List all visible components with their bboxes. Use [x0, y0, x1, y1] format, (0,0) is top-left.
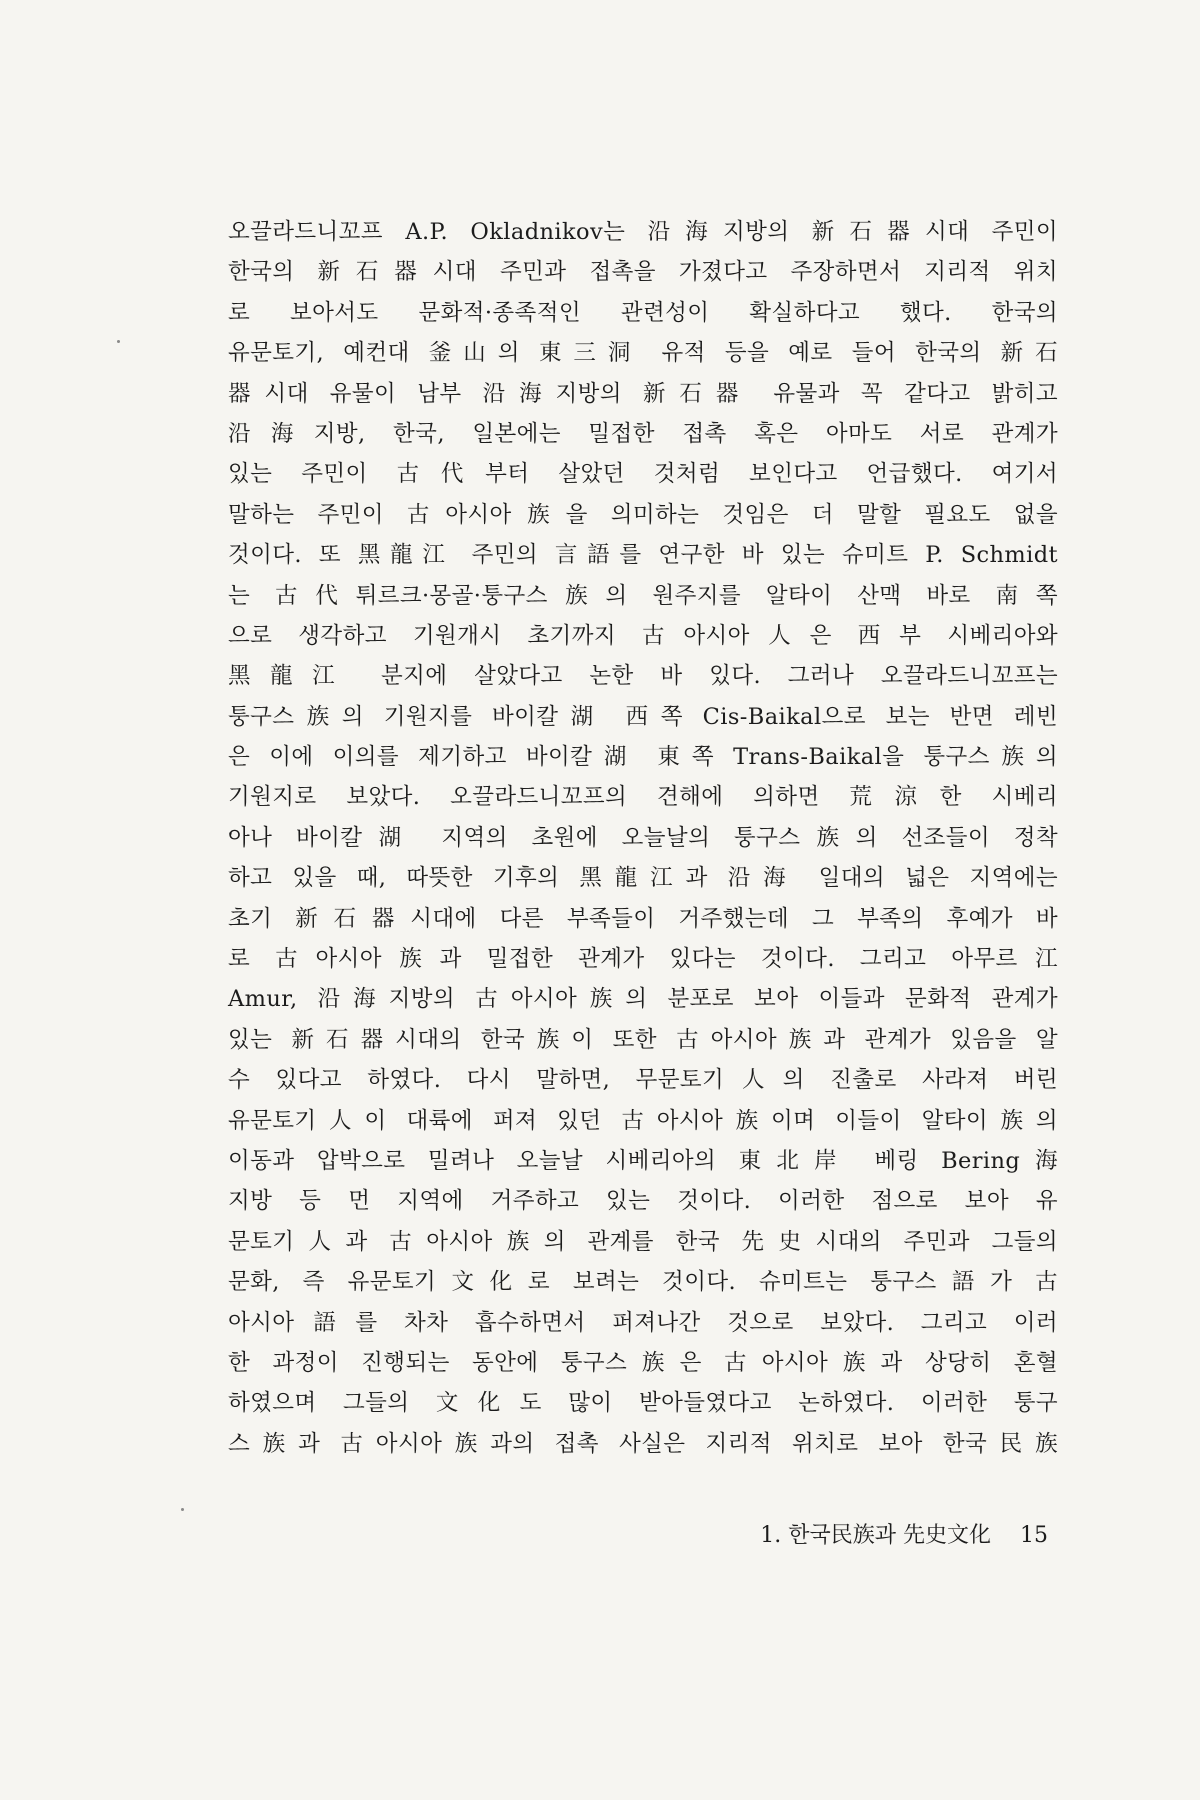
text-line: 문토기人과 古아시아族의 관계를 한국 先史시대의 주민과 그들의	[228, 1228, 1058, 1255]
text-line: 으로 생각하고 기원개시 초기까지 古아시아人은 西부 시베리아와	[228, 622, 1058, 649]
page-speck	[181, 1508, 184, 1511]
text-line: 한 과정이 진행되는 동안에 퉁구스族은 古아시아族과 상당히 혼혈	[228, 1349, 1058, 1376]
text-line: 아나 바이칼湖 지역의 초원에 오늘날의 퉁구스族의 선조들이 정착	[228, 824, 1058, 851]
text-line: 이동과 압박으로 밀려나 오늘날 시베리아의 東北岸 베링 Bering海	[228, 1147, 1058, 1174]
body-text	[228, 212, 1058, 1464]
text-line: 는 古代튀르크·몽골·퉁구스族의 원주지를 알타이 산맥 바로 南쪽	[228, 582, 1058, 609]
text-line: 지방 등 먼 지역에 거주하고 있는 것이다. 이러한 점으로 보아 유	[228, 1188, 1058, 1215]
text-line: 오끌라드니꼬프 A.P. Okladnikov는 沿海지방의 新石器시대 주민이	[228, 219, 1058, 245]
text-line: 器시대 유물이 남부 沿海지방의 新石器 유물과 꼭 같다고 밝히고	[228, 380, 1058, 407]
text-line: 기원지로 보았다. 오끌라드니꼬프의 견해에 의하면 荒涼한 시베리	[228, 784, 1058, 811]
text-line: 있는 新石器시대의 한국族이 또한 古아시아族과 관계가 있음을 알	[228, 1026, 1058, 1053]
text-line: 초기 新石器시대에 다른 부족들이 거주했는데 그 부족의 후예가 바	[228, 905, 1058, 932]
running-footer-chapter: 1. 한국民族과 先史文化	[760, 1523, 991, 1548]
text-line: 문화, 즉 유문토기文化로 보려는 것이다. 슈미트는 퉁구스語가 古	[228, 1269, 1058, 1296]
text-line: 스族과 古아시아族과의 접촉 사실은 지리적 위치로 보아 한국民族	[228, 1430, 1058, 1457]
text-line: 하였으며 그들의 文化도 많이 받아들였다고 논하였다. 이러한 퉁구	[228, 1390, 1058, 1417]
text-line: Amur, 沿海지방의 古아시아族의 분포로 보아 이들과 문화적 관계가	[228, 986, 1058, 1013]
text-line: 한국의 新石器시대 주민과 접촉을 가졌다고 주장하면서 지리적 위치	[228, 259, 1058, 286]
text-line: 은 이에 이의를 제기하고 바이칼湖 東쪽 Trans-Baikal을 퉁구스族의	[228, 744, 1058, 771]
text-line: 유문토기, 예컨대 釜山의 東三洞 유적 등을 예로 들어 한국의 新石	[228, 340, 1058, 367]
text-line: 沿海지방, 한국, 일본에는 밀접한 접촉 혹은 아마도 서로 관계가	[228, 420, 1058, 447]
text-line: 로 古아시아族과 밀접한 관계가 있다는 것이다. 그리고 아무르江	[228, 946, 1058, 973]
text-line: 아시아語를 차차 흡수하면서 퍼져나간 것으로 보았다. 그리고 이러	[228, 1309, 1058, 1336]
text-line: 있는 주민이 古代부터 살았던 것처럼 보인다고 언급했다. 여기서	[228, 461, 1058, 488]
page-speck	[117, 340, 120, 343]
text-line: 黑龍江 분지에 살았다고 논한 바 있다. 그러나 오끌라드니꼬프는	[228, 663, 1058, 690]
text-line: 로 보아서도 문화적·종족적인 관련성이 확실하다고 했다. 한국의	[228, 299, 1058, 326]
text-line: 말하는 주민이 古아시아族을 의미하는 것임은 더 말할 필요도 없을	[228, 501, 1058, 528]
page-number: 15	[1020, 1523, 1048, 1548]
text-line: 유문토기人이 대륙에 퍼져 있던 古아시아族이며 이들이 알타이族의	[228, 1107, 1058, 1134]
text-line: 퉁구스族의 기원지를 바이칼湖 西쪽 Cis-Baikal으로 보는 반면 레빈	[228, 703, 1058, 730]
text-line: 하고 있을 때, 따뜻한 기후의 黑龍江과 沿海 일대의 넓은 지역에는	[228, 865, 1058, 892]
text-line: 수 있다고 하였다. 다시 말하면, 무문토기人의 진출로 사라져 버린	[228, 1067, 1058, 1094]
text-line: 것이다. 또 黑龍江 주민의 言語를 연구한 바 있는 슈미트 P. Schmidt	[228, 542, 1058, 569]
page-footer	[760, 1518, 1048, 1549]
